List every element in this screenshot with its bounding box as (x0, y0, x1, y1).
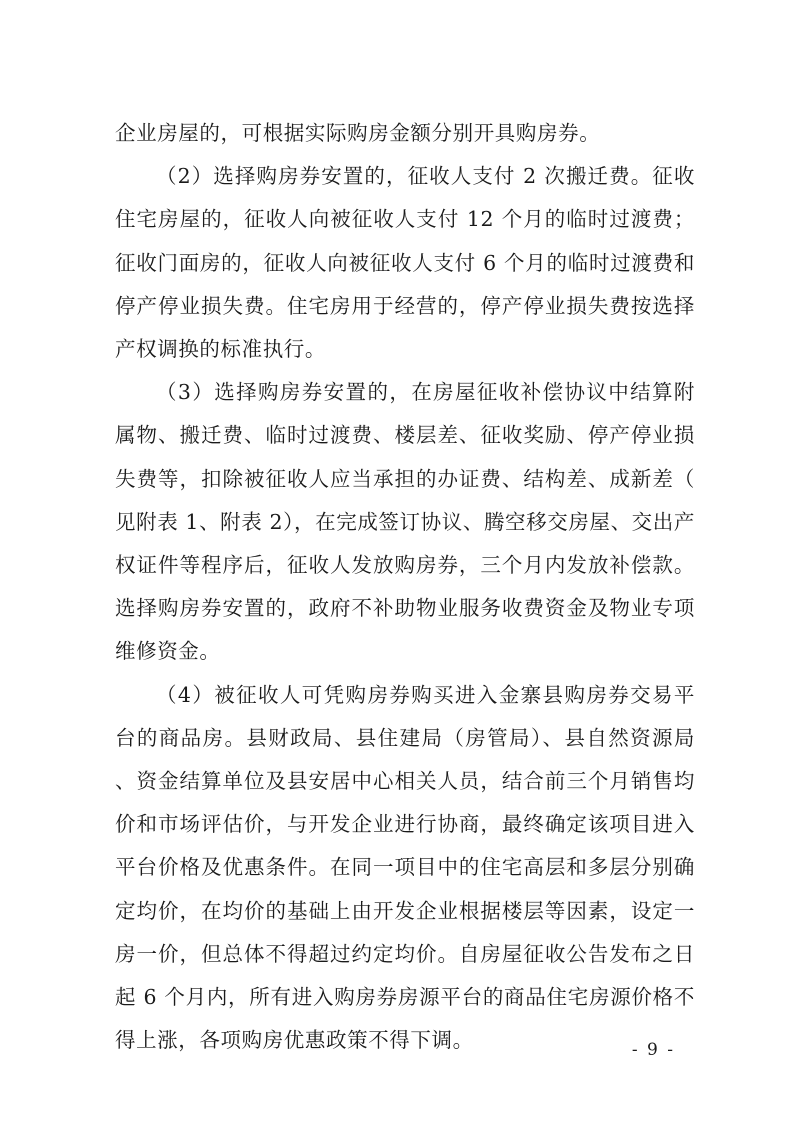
paragraph-item-4: （4）被征收人可凭购房券购买进入金寨县购房券交易平台的商品房。县财政局、县住建局（房管局）、县自然资源局、资金结算单位及县安居中心相关人员，结合前三个月销售均价和市场评估价，与开发企业进行协商，最终确定该项目进入平台价格及优惠条件。在同一项目中的住宅高层和多层分别确定均价，在均价的基础上由开发企业根据楼层等因素，设定一房一价，但总体不得超过约定均价。自房屋征收公告发布之日起 6 个月内，所有进入购房券房源平台的商品住宅房源价格不得上涨，各项购房优惠政策不得下调。 (115, 682, 695, 1053)
paragraph-item-3: （3）选择购房券安置的，在房屋征收补偿协议中结算附属物、搬迁费、临时过渡费、楼层差、征收奖励、停产停业损失费等，扣除被征收人应当承担的办证费、结构差、成新差（见附表 1、附表 2），在完成签订协议、腾空移交房屋、交出产权证件等程序后，征收人发放购房券，三个月内发放补偿款。选择购房券安置的，政府不补助物业服务收费资金及物业专项维修资金。 (115, 380, 695, 664)
document-body (115, 112, 695, 1062)
paragraph-item-2: （2）选择购房券安置的，征收人支付 2 次搬迁费。征收住宅房屋的，征收人向被征收人支付 12 个月的临时过渡费；征收门面房的，征收人向被征收人支付 6 个月的临时过渡费和停产停业损失费。住宅房用于经营的，停产停业损失费按选择产权调换的标准执行。 (115, 164, 695, 362)
paragraph-continuation: 企业房屋的，可根据实际购房金额分别开具购房券。 (115, 121, 601, 145)
page-number: - 9 - (631, 1040, 675, 1060)
